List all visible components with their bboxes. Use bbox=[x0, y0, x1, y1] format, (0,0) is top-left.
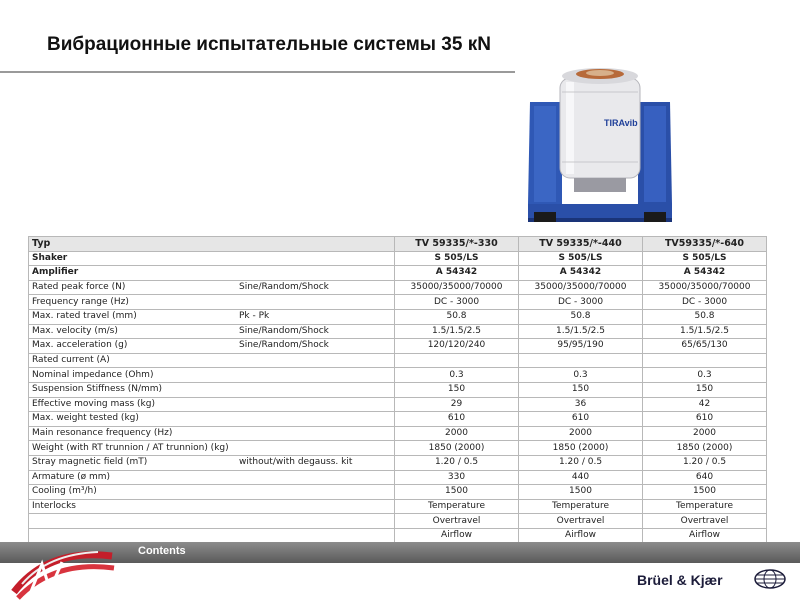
row-value-3: 65/65/130 bbox=[643, 339, 767, 354]
table-row bbox=[29, 499, 767, 514]
globe-icon bbox=[752, 568, 788, 590]
row-condition: without/with degauss. kit bbox=[239, 456, 353, 467]
row-value-3 bbox=[643, 353, 767, 368]
footer-bar bbox=[0, 542, 800, 563]
table-header-row bbox=[29, 237, 767, 252]
row-value-3: DC - 3000 bbox=[643, 295, 767, 310]
table-row bbox=[29, 280, 767, 295]
row-label-cell bbox=[29, 397, 395, 412]
row-value-3: 610 bbox=[643, 412, 767, 427]
row-label: Shaker bbox=[32, 252, 68, 263]
table-row bbox=[29, 251, 767, 266]
row-label: Effective moving mass (kg) bbox=[32, 398, 155, 409]
row-value-1: Overtravel bbox=[395, 514, 519, 529]
row-value-2: 50.8 bbox=[519, 309, 643, 324]
row-label-cell bbox=[29, 514, 395, 529]
slide-title: Вибрационные испытательные системы 35 кN bbox=[47, 34, 491, 55]
row-value-3: 1.20 / 0.5 bbox=[643, 455, 767, 470]
row-label: Main resonance frequency (Hz) bbox=[32, 428, 173, 439]
table-row bbox=[29, 441, 767, 456]
row-value-2: A 54342 bbox=[519, 266, 643, 281]
brand-name: Brüel & Kjær bbox=[637, 572, 723, 588]
row-value-3: 1850 (2000) bbox=[643, 441, 767, 456]
row-value-3: 50.8 bbox=[643, 309, 767, 324]
row-value-2: 1.20 / 0.5 bbox=[519, 455, 643, 470]
table-row bbox=[29, 470, 767, 485]
row-value-1: 2000 bbox=[395, 426, 519, 441]
row-value-3: 640 bbox=[643, 470, 767, 485]
row-value-3: S 505/LS bbox=[643, 251, 767, 266]
row-label-cell bbox=[29, 309, 395, 324]
row-value-1: 35000/35000/70000 bbox=[395, 280, 519, 295]
table-row bbox=[29, 266, 767, 281]
row-value-2: 35000/35000/70000 bbox=[519, 280, 643, 295]
row-value-3: 2000 bbox=[643, 426, 767, 441]
row-label-cell bbox=[29, 499, 395, 514]
row-value-3: 1500 bbox=[643, 485, 767, 500]
row-value-1: DC - 3000 bbox=[395, 295, 519, 310]
table-row bbox=[29, 295, 767, 310]
row-value-3: 150 bbox=[643, 382, 767, 397]
row-label: Cooling (m³/h) bbox=[32, 486, 97, 497]
row-label-cell bbox=[29, 280, 395, 295]
row-value-2: 0.3 bbox=[519, 368, 643, 383]
row-value-1: 1.20 / 0.5 bbox=[395, 455, 519, 470]
row-value-3: Temperature bbox=[643, 499, 767, 514]
table-row bbox=[29, 426, 767, 441]
row-value-1: S 505/LS bbox=[395, 251, 519, 266]
row-value-1: 1500 bbox=[395, 485, 519, 500]
table-row bbox=[29, 353, 767, 368]
row-label: Max. rated travel (mm) bbox=[32, 311, 137, 322]
row-value-1: 29 bbox=[395, 397, 519, 412]
row-value-3: 1.5/1.5/2.5 bbox=[643, 324, 767, 339]
row-value-1: Airflow bbox=[395, 528, 519, 543]
row-label-cell bbox=[29, 324, 395, 339]
row-value-1: 330 bbox=[395, 470, 519, 485]
row-label: Stray magnetic field (mT) bbox=[32, 457, 148, 468]
row-condition: Pk - Pk bbox=[239, 310, 270, 321]
row-value-1: 0.3 bbox=[395, 368, 519, 383]
row-label: Max. velocity (m/s) bbox=[32, 325, 118, 336]
row-label: Suspension Stiffness (N/mm) bbox=[32, 384, 163, 395]
row-value-2: Airflow bbox=[519, 528, 643, 543]
row-label: Frequency range (Hz) bbox=[32, 296, 129, 307]
table-row bbox=[29, 412, 767, 427]
row-label: Rated current (A) bbox=[32, 355, 110, 366]
product-label: TIRAvib bbox=[604, 118, 638, 128]
row-value-1: 120/120/240 bbox=[395, 339, 519, 354]
row-value-1: A 54342 bbox=[395, 266, 519, 281]
title-divider bbox=[0, 71, 515, 73]
table-row bbox=[29, 485, 767, 500]
row-label-cell bbox=[29, 485, 395, 500]
header-col-2: TV 59335/*-440 bbox=[519, 237, 643, 252]
row-value-1: 1850 (2000) bbox=[395, 441, 519, 456]
row-value-3: Airflow bbox=[643, 528, 767, 543]
row-value-2: 150 bbox=[519, 382, 643, 397]
row-label-cell bbox=[29, 251, 395, 266]
row-value-2: Overtravel bbox=[519, 514, 643, 529]
table-row bbox=[29, 397, 767, 412]
table-row bbox=[29, 455, 767, 470]
row-value-2 bbox=[519, 353, 643, 368]
table-row bbox=[29, 382, 767, 397]
row-value-2: 610 bbox=[519, 412, 643, 427]
row-label-cell bbox=[29, 528, 395, 543]
row-label: Max. weight tested (kg) bbox=[32, 413, 139, 424]
row-value-2: Temperature bbox=[519, 499, 643, 514]
header-col-3: TV59335/*-640 bbox=[643, 237, 767, 252]
row-value-1: 150 bbox=[395, 382, 519, 397]
row-value-2: 36 bbox=[519, 397, 643, 412]
row-label: Nominal impedance (Ohm) bbox=[32, 369, 154, 380]
table-row bbox=[29, 528, 767, 543]
row-value-1: Temperature bbox=[395, 499, 519, 514]
table-row bbox=[29, 309, 767, 324]
row-label-cell bbox=[29, 382, 395, 397]
table-row bbox=[29, 324, 767, 339]
row-value-3: 35000/35000/70000 bbox=[643, 280, 767, 295]
row-label-cell bbox=[29, 412, 395, 427]
vib-logo-icon bbox=[8, 544, 118, 600]
row-value-2: 440 bbox=[519, 470, 643, 485]
row-value-2: 1.5/1.5/2.5 bbox=[519, 324, 643, 339]
row-label: Rated peak force (N) bbox=[32, 282, 126, 293]
row-condition: Sine/Random/Shock bbox=[239, 325, 329, 336]
row-label: Amplifier bbox=[32, 267, 79, 278]
row-label-cell bbox=[29, 353, 395, 368]
header-label: Typ bbox=[29, 237, 395, 252]
row-label: Armature (ø mm) bbox=[32, 471, 111, 482]
header-col-1: TV 59335/*-330 bbox=[395, 237, 519, 252]
table-row bbox=[29, 339, 767, 354]
row-value-1: 1.5/1.5/2.5 bbox=[395, 324, 519, 339]
row-label-cell bbox=[29, 470, 395, 485]
row-value-1 bbox=[395, 353, 519, 368]
contents-link[interactable]: Contents bbox=[138, 545, 186, 557]
row-label: Max. acceleration (g) bbox=[32, 340, 128, 351]
row-value-2: S 505/LS bbox=[519, 251, 643, 266]
row-label-cell bbox=[29, 368, 395, 383]
row-label-cell bbox=[29, 339, 395, 354]
row-value-2: DC - 3000 bbox=[519, 295, 643, 310]
row-value-3: 0.3 bbox=[643, 368, 767, 383]
specification-table bbox=[28, 236, 767, 543]
row-value-2: 95/95/190 bbox=[519, 339, 643, 354]
row-value-2: 1500 bbox=[519, 485, 643, 500]
row-value-3: Overtravel bbox=[643, 514, 767, 529]
row-value-3: A 54342 bbox=[643, 266, 767, 281]
row-value-2: 1850 (2000) bbox=[519, 441, 643, 456]
table-row bbox=[29, 514, 767, 529]
row-label-cell bbox=[29, 441, 395, 456]
row-label-cell bbox=[29, 426, 395, 441]
row-value-2: 2000 bbox=[519, 426, 643, 441]
row-label-cell bbox=[29, 455, 395, 470]
row-condition: Sine/Random/Shock bbox=[239, 281, 329, 292]
row-label-cell bbox=[29, 295, 395, 310]
row-label: Interlocks bbox=[32, 500, 76, 511]
shaker-product-image bbox=[520, 62, 680, 230]
row-label: Weight (with RT trunnion / AT trunnion) (kg) bbox=[32, 442, 229, 453]
row-condition: Sine/Random/Shock bbox=[239, 340, 329, 351]
row-value-1: 50.8 bbox=[395, 309, 519, 324]
row-label-cell bbox=[29, 266, 395, 281]
table-row bbox=[29, 368, 767, 383]
row-value-3: 42 bbox=[643, 397, 767, 412]
row-value-1: 610 bbox=[395, 412, 519, 427]
